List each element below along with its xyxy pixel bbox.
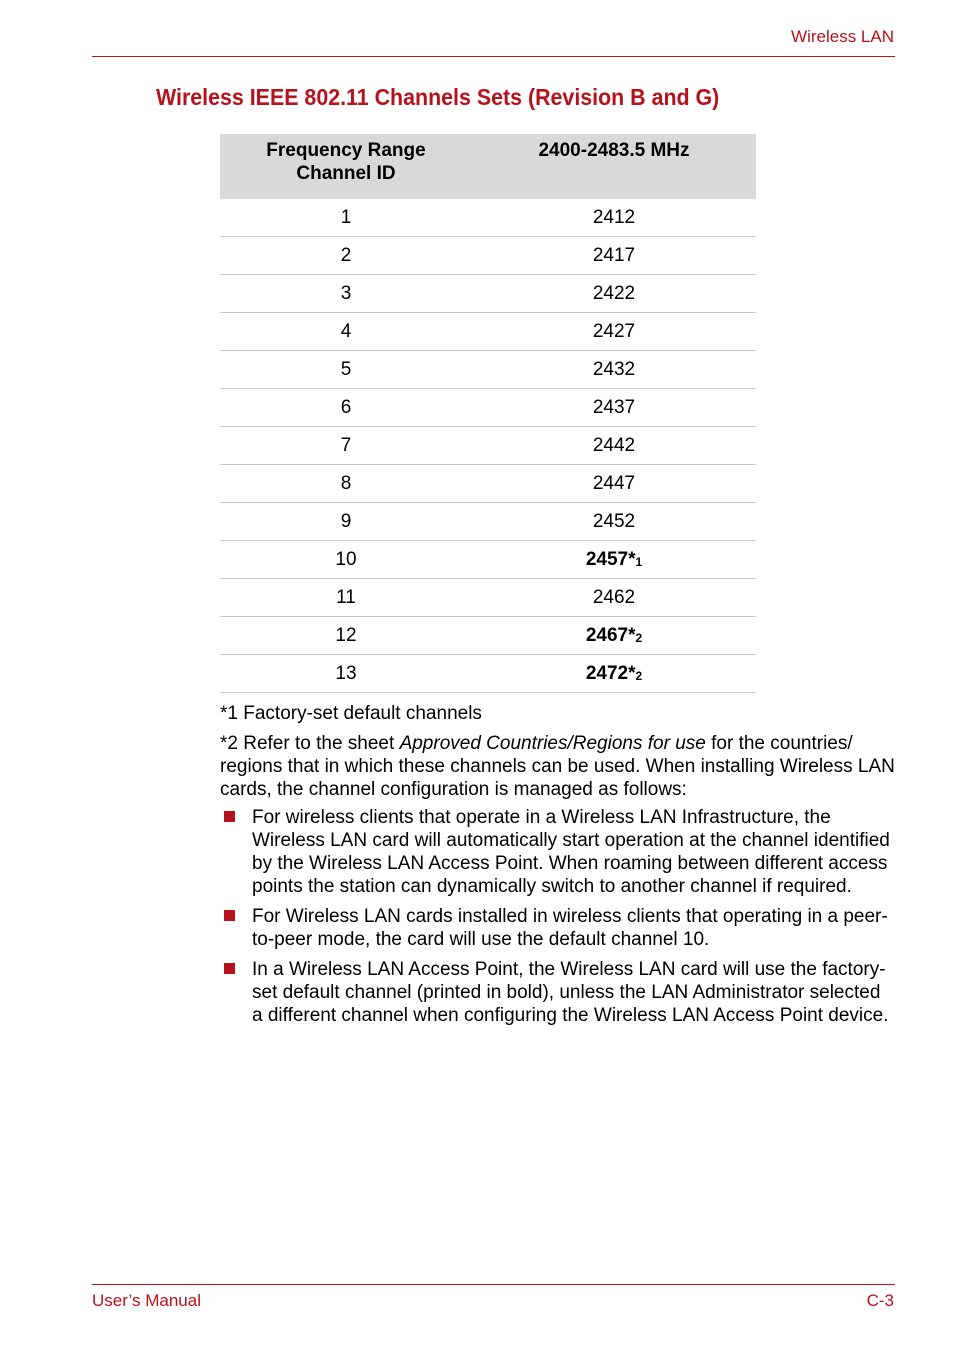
frequency-value: 2467*	[585, 624, 636, 646]
channel-id-cell: 11	[220, 579, 472, 617]
frequency-value: 2472*	[585, 662, 636, 684]
footnote-1: *1 Factory-set default channels	[220, 703, 482, 724]
bullet-text: For wireless clients that operate in a Wireless LAN Infrastructure, the Wireless LAN card will automatically start operation at the channel identified by the Wireless LAN Access Point. When roaming between different access points the station can dynamically switch to another channel if required.	[252, 807, 890, 897]
frequency-value: 2447	[592, 472, 636, 494]
frequency-value: 2412	[592, 206, 636, 228]
footnote-2-prefix: *2 Refer to the sheet	[220, 733, 400, 754]
channel-id-cell: 5	[220, 351, 472, 389]
channel-id-cell: 7	[220, 427, 472, 465]
channel-id-cell: 6	[220, 389, 472, 427]
bullet-text: For Wireless LAN cards installed in wireless clients that operating in a peer-to-peer mode, the card will use the default channel 10.	[252, 906, 888, 950]
page-number: C-3	[866, 1291, 894, 1310]
footnote-mark: 2	[635, 668, 643, 683]
frequency-value: 2427	[592, 320, 636, 342]
footnote-2-suffix: for the countries/ regions that in which these channels can be used. When installing Wireless LAN cards, the channel configuration is managed as follows:	[220, 733, 895, 800]
footer-rule	[92, 1284, 895, 1285]
table-row	[220, 275, 756, 313]
header-rule	[92, 56, 895, 57]
footnote-2-sheet-title: Approved Countries/Regions for use	[399, 733, 706, 754]
frequency-cell	[472, 427, 756, 465]
channel-id-cell: 8	[220, 465, 472, 503]
frequency-cell	[472, 351, 756, 389]
channel-id-cell: 10	[220, 541, 472, 579]
frequency-value: 2457*	[585, 548, 636, 570]
frequency-cell	[472, 313, 756, 351]
section-title: Wireless IEEE 802.11 Channels Sets (Revision B and G)	[156, 84, 720, 110]
frequency-cell	[472, 503, 756, 541]
frequency-value: 2437	[592, 396, 636, 418]
table-header-row	[220, 134, 756, 199]
frequency-value: 2452	[592, 510, 636, 532]
frequency-cell	[472, 275, 756, 313]
bullet-square-icon	[224, 910, 235, 921]
frequency-value: 2442	[592, 434, 636, 456]
table-row	[220, 541, 756, 579]
channel-id-cell: 2	[220, 237, 472, 275]
footnote-mark: 1	[635, 554, 643, 569]
footnote-2	[220, 732, 910, 801]
channel-id-cell: 1	[220, 199, 472, 237]
frequency-value: 2462	[592, 586, 636, 608]
table-row	[220, 427, 756, 465]
table-row	[220, 655, 756, 693]
frequency-cell	[472, 237, 756, 275]
channel-id-cell: 3	[220, 275, 472, 313]
running-header: Wireless LAN	[791, 27, 894, 46]
bullet-item	[220, 958, 890, 1027]
column-header-line-1: Frequency Range	[266, 140, 426, 161]
frequency-cell	[472, 579, 756, 617]
bullet-square-icon	[224, 963, 235, 974]
frequency-value: 2417	[592, 244, 636, 266]
channel-id-cell: 9	[220, 503, 472, 541]
column-header-frequency-range	[220, 134, 472, 199]
footnote-mark: 2	[635, 630, 643, 645]
table-row	[220, 465, 756, 503]
channel-id-cell: 4	[220, 313, 472, 351]
channel-id-cell: 13	[220, 655, 472, 693]
table-row	[220, 237, 756, 275]
table-row	[220, 503, 756, 541]
table-row	[220, 579, 756, 617]
bullet-square-icon	[224, 811, 235, 822]
frequency-value: 2422	[592, 282, 636, 304]
frequency-cell	[472, 465, 756, 503]
footer-manual-label: User’s Manual	[92, 1291, 201, 1310]
frequency-cell	[472, 389, 756, 427]
bullet-text: In a Wireless LAN Access Point, the Wireless LAN card will use the factory-set default channel (printed in bold), unless the LAN Administrator selected a different channel when configuring the Wireless LAN Access Point device.	[252, 959, 889, 1026]
table-row	[220, 389, 756, 427]
bullet-item	[220, 905, 890, 951]
frequency-cell	[472, 655, 756, 693]
table-row	[220, 313, 756, 351]
channel-id-cell: 12	[220, 617, 472, 655]
column-header-mhz: 2400-2483.5 MHz	[472, 134, 756, 199]
frequency-cell	[472, 199, 756, 237]
bullet-item	[220, 806, 890, 898]
frequency-cell	[472, 617, 756, 655]
table-row	[220, 351, 756, 389]
frequency-cell	[472, 541, 756, 579]
table-row	[220, 617, 756, 655]
channel-table	[220, 134, 756, 693]
table-row	[220, 199, 756, 237]
column-header-line-2: Channel ID	[296, 163, 396, 184]
bullet-list	[220, 806, 890, 1034]
frequency-value: 2432	[592, 358, 636, 380]
